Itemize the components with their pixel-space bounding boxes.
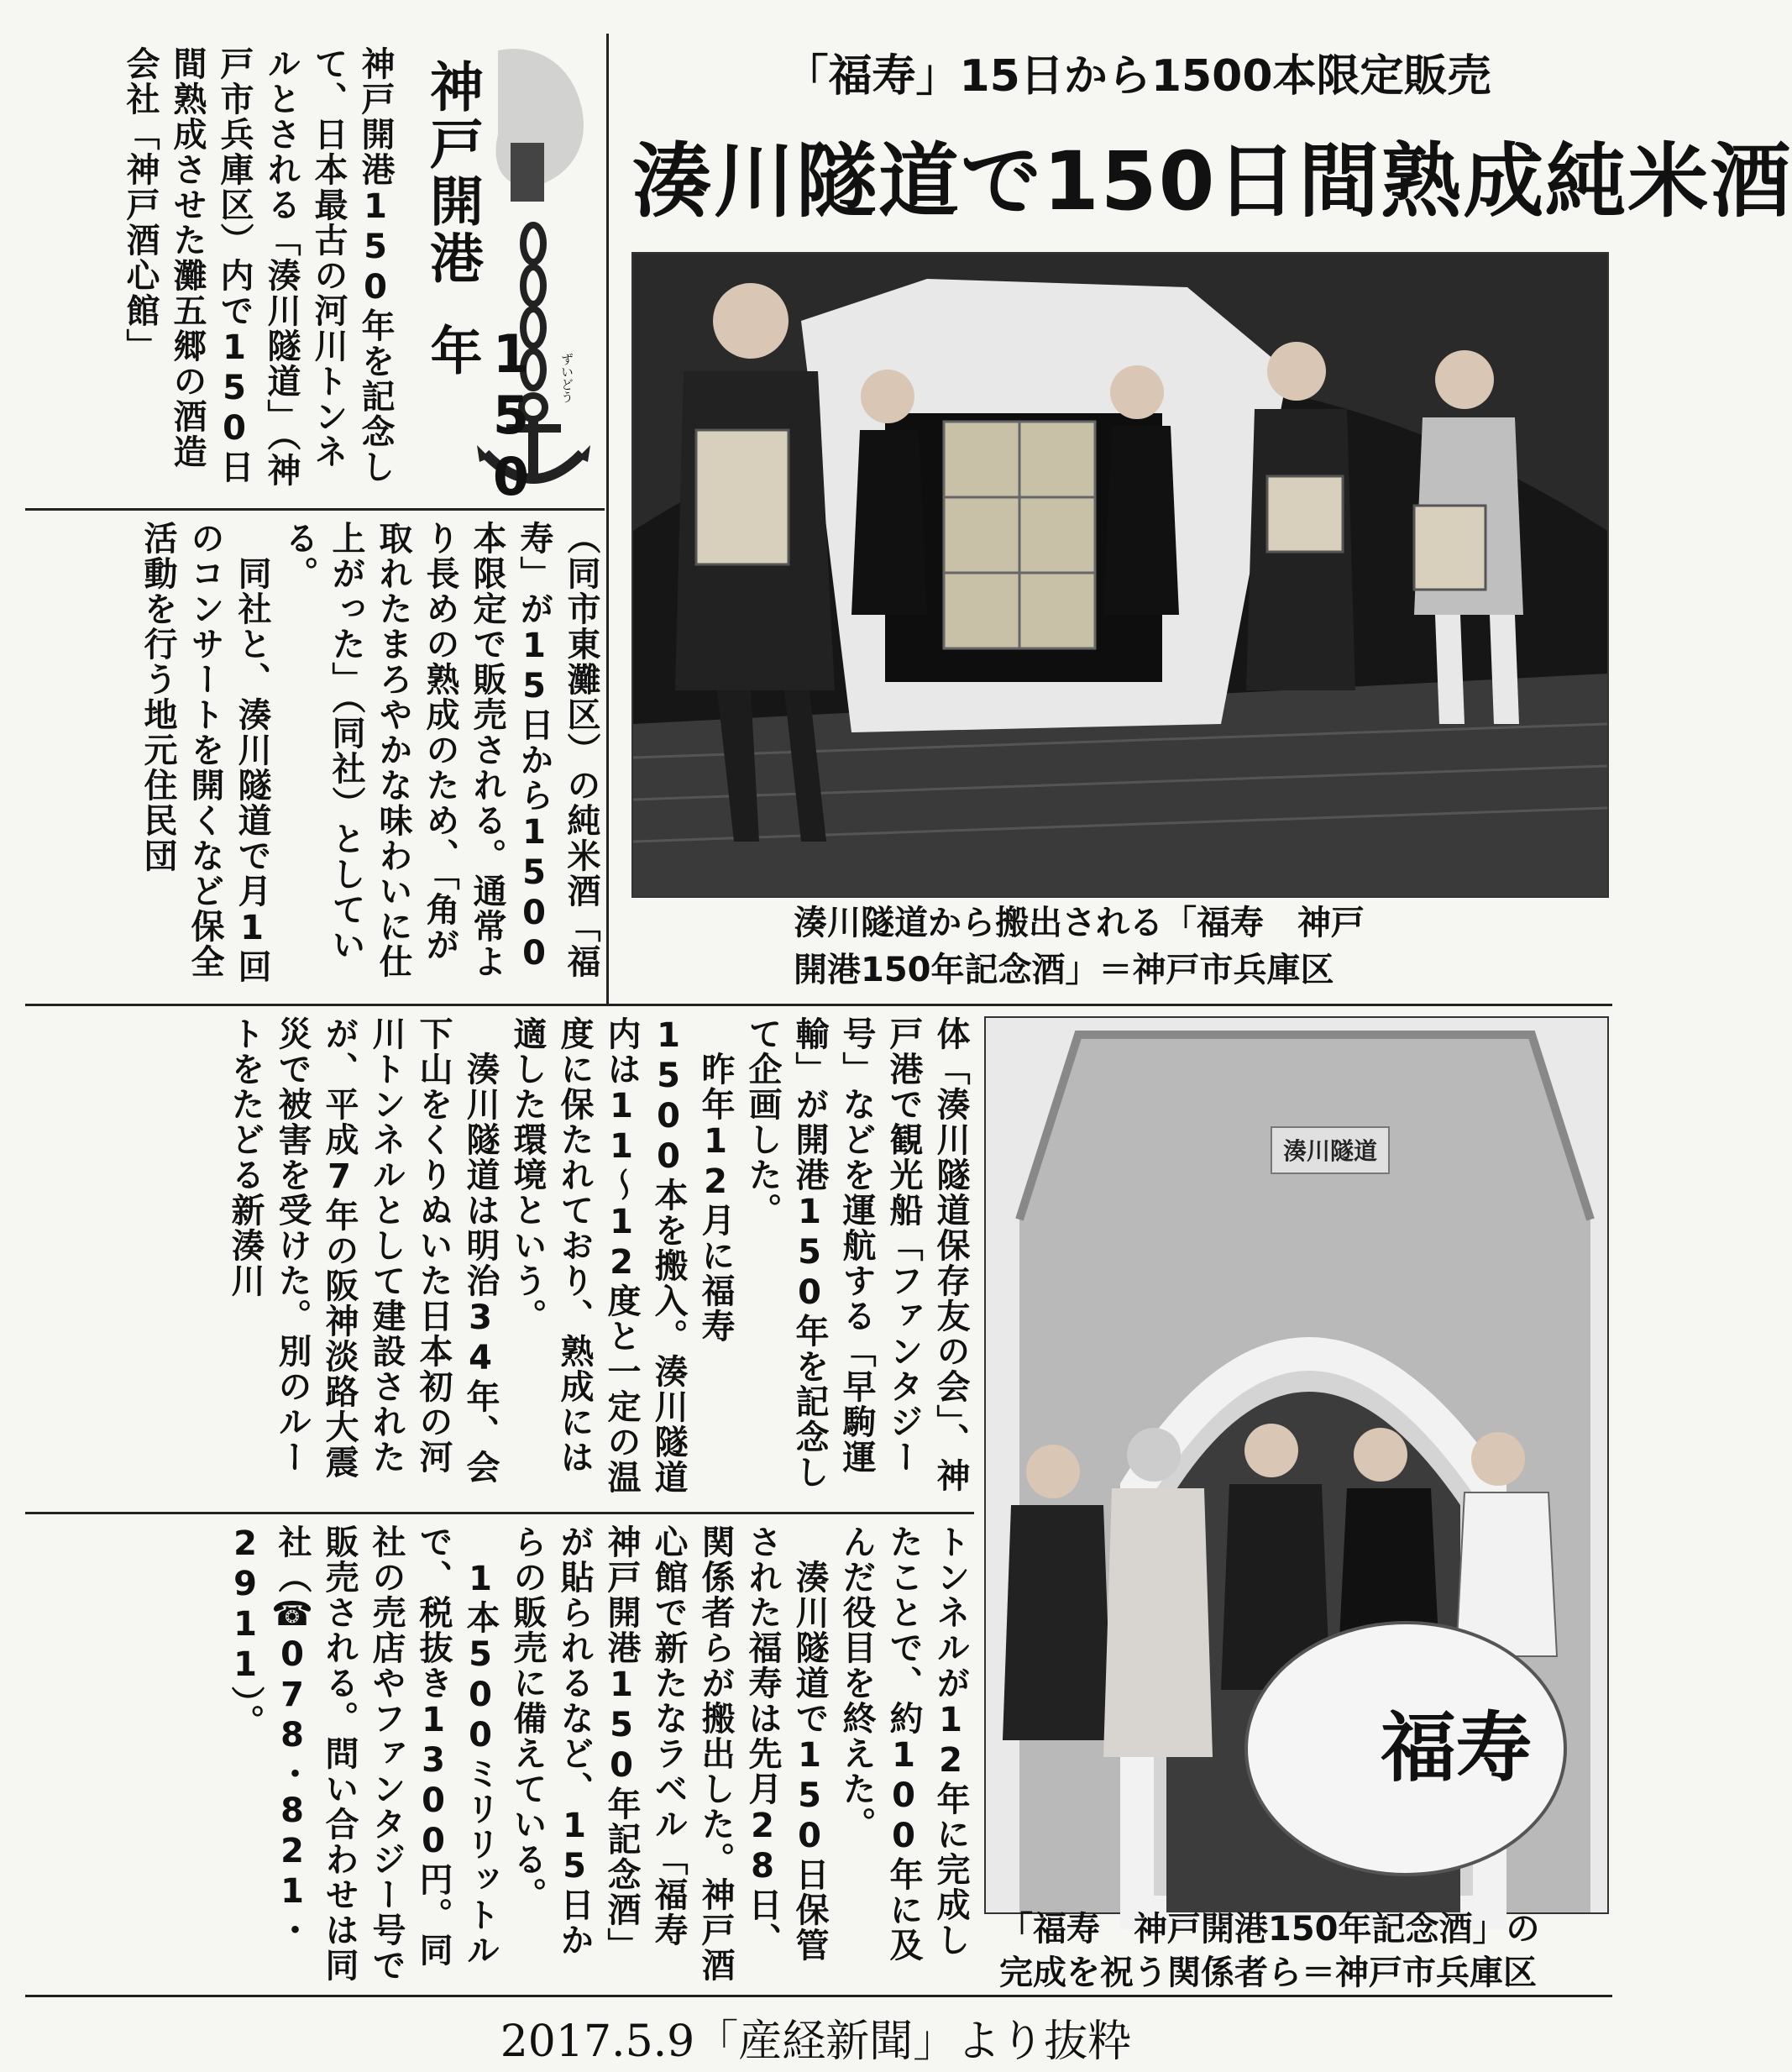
article-block-4: トンネルが12年に完成したことで、約100年に及んだ役目を終えた。 湊川隧道で150日保管された福寿は先月28日、関係者らが搬出した。神戸酒心館で新たなラベル「福寿 神戸開港150年記念酒」が貼られるなど、15日からの販売に備えている。 1本500ミリリットルで、税抜き1300円。同社の売店やファンタジー号で販売される。問い合わせは同社（☎078・821・2911）。 (226, 1524, 970, 1983)
caption-1-line-2: 開港150年記念酒」＝神戸市兵庫区 (794, 951, 1334, 989)
photo-ceremony (984, 1016, 1609, 1914)
logo-year: 150年 (422, 323, 542, 507)
source-footer: 2017.5.9「産経新聞」より抜粋 (500, 2017, 1132, 2067)
caption-2-line-2: 完成を祝う関係者ら＝神戸市兵庫区 (999, 1954, 1537, 1992)
kicker-headline: 「福寿」15日から1500本限定販売 (784, 51, 1491, 102)
caption-1-line-1: 湊川隧道から搬出される「福寿 神戸 (794, 904, 1365, 942)
article-block-3: 体「湊川隧道保存友の会」、神戸港で観光船「ファンタジー号」などを運航する「早駒運輸」が開港150年を記念して企画した。 昨年12月に福寿1500本を搬入。湊川隧道内は11～12度と一定の温度に保たれており、熟成には適した環境という。 湊川隧道は明治34年、会下山をくりぬいた日本初の河川トンネルとして建設されたが、平成7年の阪神淡路大震災で被害を受けた。別のルートをたどる新湊川 (226, 1016, 970, 1495)
article-block-2: （同市東灘区）の純米酒「福寿」が15日から1500本限定で販売される。通常より長めの熟成のため、「角が取れたまろやかな味わいに仕上がった」（同社）としている。 同社と、湊川隧道で月1回のコンサートを開くなど保全活動を行う地元住民団 (139, 521, 600, 984)
ruby-annotation: ずいどう (559, 353, 574, 403)
caption-2-line-1: 「福寿 神戸開港150年記念酒」の (999, 1910, 1540, 1949)
main-headline: 湊川隧道で150日間熟成純米酒 (631, 134, 1792, 228)
divider (606, 34, 609, 1004)
article-block-1: 神戸開港150年を記念して、日本最古の河川トンネルとされる「湊川隧道」（神戸市兵庫区）内で150日間熟成させた灘五郷の酒造会社「神戸酒心館」 (121, 46, 395, 488)
logo-title: 神戸開港 (421, 59, 483, 287)
kobe-port-150-logo (406, 34, 599, 507)
barrel-label: 福寿 (1381, 1703, 1532, 1792)
divider (25, 508, 605, 511)
tunnel-sign-text: 湊川隧道 (1282, 1137, 1378, 1165)
photo-truck-in-tunnel (631, 252, 1609, 898)
divider (25, 1004, 1612, 1006)
divider (25, 1512, 974, 1514)
